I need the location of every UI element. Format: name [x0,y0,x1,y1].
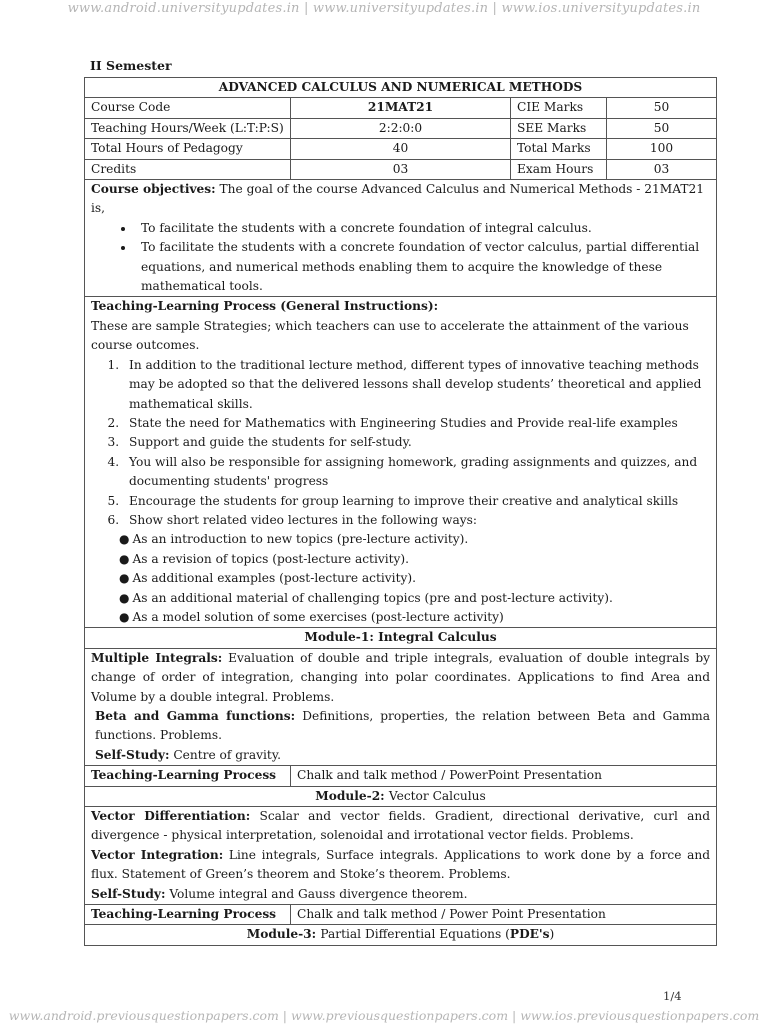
info-value: 03 [291,159,511,179]
info-label: Total Hours of Pedagogy [85,139,291,159]
module-1-label: Module-1: [304,630,379,645]
info-value2: 03 [607,159,717,179]
objectives-heading: Course objectives: [91,182,216,197]
info-value: 2:2:0:0 [291,118,511,138]
info-label2: SEE Marks [511,118,607,138]
list-item: • To facilitate the students with a concrete foundation of vector calculus, partial differential equations, and numerical methods enabling them to acquire the knowledge of these mathematical tools. [135,238,710,296]
video-bullet-text: As an introduction to new topics (pre-lecture activity). [132,532,469,547]
module-3-title [85,925,717,945]
footer-watermark: www.android.previousquestionpapers.com | www.previousquestionpapers.com | www.ios.previousquestionpapers.com [8,1008,760,1023]
m1-tlp-value: Chalk and talk method / PowerPoint Presentation [291,766,717,786]
list-item: 5. Encourage the students for group learning to improve their creative and analytical skills [123,492,710,511]
m2-p1-heading: Vector Differentiation: [91,809,251,824]
module-2-title [85,786,717,806]
m1-p1-text: Evaluation of double and triple integrals, evaluation of double integrals by change of order of integration, changing into polar coordinates. Applications to find Area and Volume by a double integral. Problems. [91,650,711,704]
course-table [84,77,717,946]
list-item: 2. State the need for Mathematics with Engineering Studies and Provide real-life examples [123,414,710,433]
page-number: 1/4 [663,989,682,1003]
m2-p2-heading: Vector Integration: [91,847,224,862]
bullet-dot-icon: ● [119,609,130,624]
module-2-name: Vector Calculus [388,788,486,803]
module-1-content [85,648,717,765]
m2-tlp-value: Chalk and talk method / Power Point Presentation [291,905,717,925]
module-3-name: Partial Differential Equations ( [320,927,510,942]
video-bullet [91,550,710,569]
info-row [85,159,717,179]
bullet-dot-icon: ● [119,532,130,547]
m1-p3-text: Centre of gravity. [169,747,281,762]
info-value: 21MAT21 [291,98,511,118]
info-label2: Total Marks [511,139,607,159]
m2-p3-text: Volume integral and Gauss divergence theorem. [165,886,468,901]
objectives-list [91,219,710,297]
info-label: Teaching Hours/Week (L:T:P:S) [85,118,291,138]
m1-p2-heading: Beta and Gamma functions: [95,709,296,723]
m1-p1-heading: Multiple Integrals: [91,650,223,665]
course-title: ADVANCED CALCULUS AND NUMERICAL METHODS [85,78,717,98]
info-value2: 50 [607,98,717,118]
info-row [85,98,717,118]
tlp-intro: These are sample Strategies; which teachers can use to accelerate the attainment of the various course outcomes. [91,318,689,353]
tlp-heading: Teaching-Learning Process (General Instructions): [91,299,439,314]
list-item: 4. You will also be responsible for assigning homework, grading assignments and quizzes, and documenting students' progress [123,453,710,492]
module-1-name: Integral Calculus [378,630,497,645]
list-item: 3. Support and guide the students for self-study. [123,433,710,452]
video-bullet-text: As a revision of topics (post-lecture activity). [132,551,410,566]
objectives-intro: The goal of the course Advanced Calculus and Numerical Methods - 21MAT21 is, [91,182,704,216]
video-bullet [91,608,710,627]
info-value2: 50 [607,118,717,138]
module-3-abbr: PDE's [509,927,550,942]
info-label2: Exam Hours [511,159,607,179]
video-bullet-text: As additional examples (post-lecture activity). [132,571,416,586]
syllabus-document [84,77,716,946]
info-row [85,139,717,159]
info-row [85,118,717,138]
info-label: Course Code [85,98,291,118]
m2-p3-heading: Self-Study: [91,886,166,901]
m2-tlp-label: Teaching-Learning Process [85,905,291,925]
teaching-learning-process [85,297,717,628]
header-watermark: www.android.universityupdates.in | www.universityupdates.in | www.ios.universityupdates.in [67,1,701,16]
m1-p3-heading: Self-Study: [95,747,170,762]
video-bullet [91,569,710,588]
info-label: Credits [85,159,291,179]
m2-p1-text: Scalar and vector fields. Gradient, directional derivative, curl and divergence - physical interpretation, solenoidal and irrotational vector fields. Problems. [91,809,711,843]
m2-p2-text: Line integrals, Surface integrals. Applications to work done by a force and flux. Statement of Green’s theorem and Stoke’s theorem. Problems. [91,847,711,882]
module-1-title [85,628,717,648]
module-3-label: Module-3: [246,927,321,942]
video-bullet [91,589,710,608]
video-bullet-text: As an additional material of challenging topics (pre and post-lecture activity). [132,590,613,605]
module-2-label: Module-2: [315,788,389,803]
course-objectives [85,180,717,297]
module-2-content [85,807,717,905]
semester-label: II Semester [90,58,172,73]
bullet-dot-icon: ● [119,571,130,586]
info-value2: 100 [607,139,717,159]
video-bullet [91,530,710,549]
bullet-dot-icon: ● [119,551,130,566]
m1-p2-text: Definitions, properties, the relation between Beta and Gamma functions. Problems. [95,709,710,743]
info-value: 40 [291,139,511,159]
list-item: 6. Show short related video lectures in the following ways: [123,511,710,530]
list-item: • To facilitate the students with a concrete foundation of integral calculus. [135,219,710,238]
module-3-close: ) [549,927,555,942]
list-item: 1. In addition to the traditional lecture method, different types of innovative teaching methods may be adopted so that the delivered lessons shall develop students’ theoretical and applied mathematical skills. [123,356,710,414]
video-bullet-text: As a model solution of some exercises (post-lecture activity) [132,609,504,624]
tlp-list [91,356,710,531]
bullet-dot-icon: ● [119,590,130,605]
info-label2: CIE Marks [511,98,607,118]
m1-tlp-label: Teaching-Learning Process [85,766,291,786]
